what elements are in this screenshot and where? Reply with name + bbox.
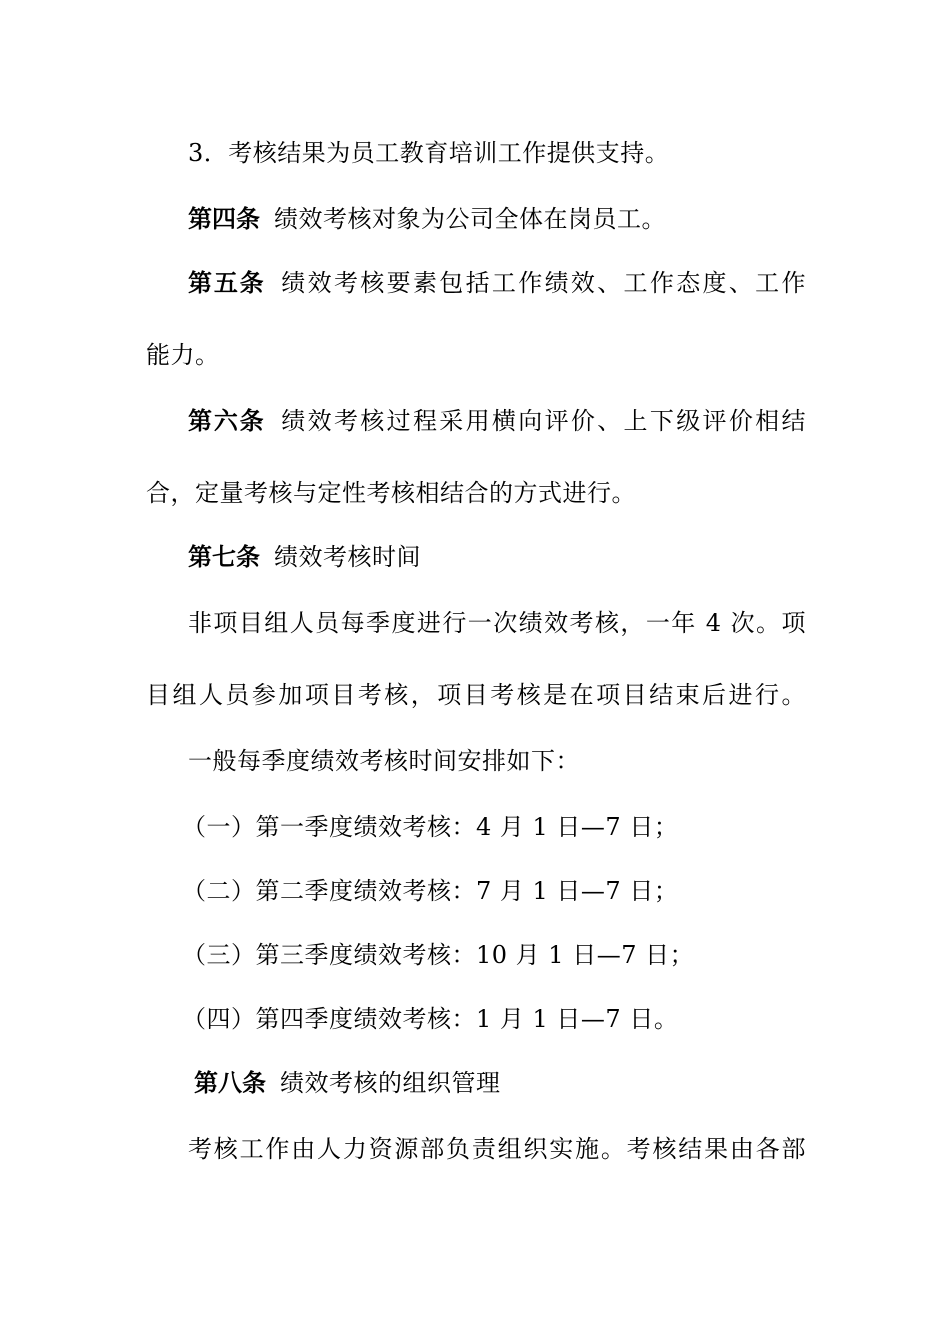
schedule-item [182, 938, 806, 972]
line-text: （二）第二季度绩效考核：7 月 1 日—7 日； [182, 877, 679, 905]
paragraph-line [188, 136, 806, 170]
article-five-line [188, 266, 806, 300]
schedule-item [182, 810, 806, 844]
article-seven-line [188, 540, 806, 574]
line-text: 3．考核结果为员工教育培训工作提供支持。 [188, 139, 670, 167]
article-eight-line [194, 1066, 806, 1100]
line-text: 绩效考核对象为公司全体在岗员工。 [274, 205, 666, 233]
line-text: 目组人员参加项目考核，项目考核是在项目结束后进行。 [146, 681, 806, 709]
article-number: 第六条 [188, 407, 266, 435]
article-number: 第八条 [194, 1069, 266, 1097]
article-number: 第七条 [188, 543, 260, 571]
paragraph-line [188, 1132, 806, 1166]
line-text: 考核工作由人力资源部负责组织实施。考核结果由各部 [188, 1135, 806, 1163]
paragraph-line [146, 678, 806, 712]
line-text: 合，定量考核与定性考核相结合的方式进行。 [146, 479, 636, 507]
paragraph-line [146, 338, 806, 372]
paragraph-line [188, 606, 806, 640]
article-number: 第四条 [188, 205, 260, 233]
article-number: 第五条 [188, 269, 266, 297]
line-text: （一）第一季度绩效考核：4 月 1 日—7 日； [182, 813, 679, 841]
line-text: 一般每季度绩效考核时间安排如下： [188, 747, 580, 775]
line-text: 绩效考核的组织管理 [280, 1069, 501, 1097]
line-text: （四）第四季度绩效考核：1 月 1 日—7 日。 [182, 1005, 679, 1033]
line-text: 绩效考核时间 [274, 543, 421, 571]
paragraph-line [146, 476, 806, 510]
paragraph-line [188, 744, 806, 778]
line-text: 能力。 [146, 341, 220, 369]
article-six-line [188, 404, 806, 438]
line-text: 绩效考核过程采用横向评价、上下级评价相结 [279, 407, 807, 435]
line-text: 绩效考核要素包括工作绩效、工作态度、工作 [279, 269, 807, 297]
schedule-item [182, 874, 806, 908]
line-text: 非项目组人员每季度进行一次绩效考核，一年 4 次。项 [188, 609, 806, 637]
article-four-line [188, 202, 806, 236]
schedule-item [182, 1002, 806, 1036]
line-text: （三）第三季度绩效考核：10 月 1 日—7 日； [182, 941, 695, 969]
